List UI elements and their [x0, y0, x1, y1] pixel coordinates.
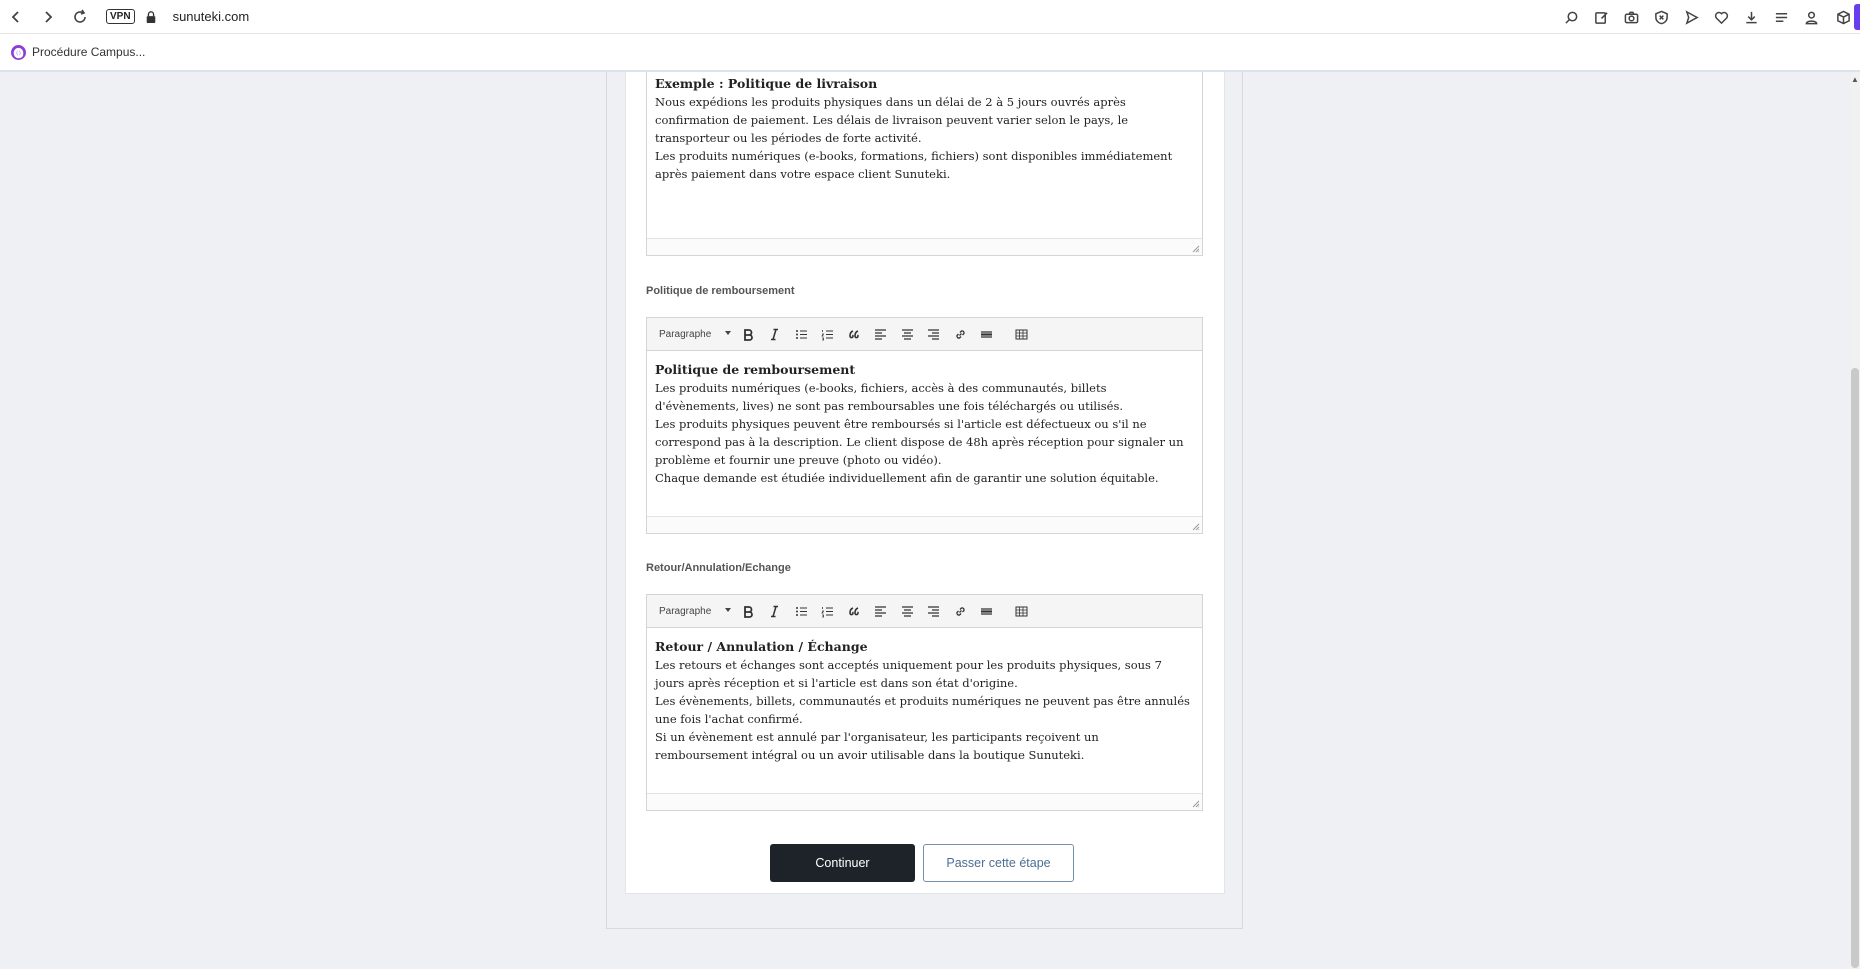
reload-button[interactable]	[64, 0, 96, 34]
page-content	[0, 72, 1860, 969]
editor-toolbar	[647, 318, 1202, 351]
link-button[interactable]	[947, 323, 974, 345]
camera-icon[interactable]	[1616, 0, 1646, 34]
bookmark-label: Procédure Campus...	[32, 45, 146, 59]
horizontal-rule-icon	[980, 328, 993, 341]
editor-heading: Retour / Annulation / Échange	[655, 639, 868, 654]
editor-paragraph: Nous expédions les produits physiques dans un délai de 2 à 5 jours ouvrés après confirmation de paiement. Les délais de livraison peuvent varier selon le pays, le transporteur ou les périodes de forte activité.	[655, 95, 1129, 145]
align-center-icon	[901, 605, 914, 618]
editor-content[interactable]	[647, 628, 1202, 764]
bullet-list-button[interactable]	[788, 600, 815, 622]
numbered-list-icon	[821, 328, 834, 341]
align-right-button[interactable]	[921, 600, 948, 622]
sidebar-accent	[1854, 4, 1860, 30]
returns-policy-label: Retour/Annulation/Echange	[646, 562, 791, 574]
align-right-button[interactable]	[921, 323, 948, 345]
bullet-list-icon	[795, 605, 808, 618]
download-icon[interactable]	[1736, 0, 1766, 34]
chevron-down-icon	[725, 331, 731, 335]
forward-button[interactable]	[32, 0, 64, 34]
link-icon	[954, 605, 967, 618]
heart-icon[interactable]	[1706, 0, 1736, 34]
align-left-icon	[874, 605, 887, 618]
editor-paragraph: Les évènements, billets, communautés et produits numériques ne peuvent pas être annulés une fois l'achat confirmé.	[655, 694, 1190, 726]
profile-icon[interactable]	[1796, 0, 1826, 34]
quote-icon	[848, 328, 861, 341]
editor-statusbar	[647, 793, 1202, 810]
table-icon	[1015, 328, 1028, 341]
align-right-icon	[927, 328, 940, 341]
editor-paragraph: Les produits numériques (e-books, fichiers, accès à des communautés, billets d'évènements, lives) ne sont pas remboursables une fois téléchargés ou utilisés.	[655, 381, 1124, 413]
bold-button[interactable]	[735, 323, 762, 345]
italic-icon	[768, 605, 781, 618]
format-select-value: Paragraphe	[659, 605, 712, 617]
format-select[interactable]	[655, 600, 735, 622]
editor-paragraph: Si un évènement est annulé par l'organisateur, les participants reçoivent un remboursement intégral ou un avoir utilisable dans la boutique Sunuteki.	[655, 730, 1099, 762]
lock-icon[interactable]	[145, 9, 159, 25]
search-page-icon[interactable]	[1556, 0, 1586, 34]
vpn-badge[interactable]: VPN	[106, 9, 135, 24]
numbered-list-icon	[821, 605, 834, 618]
numbered-list-button[interactable]	[815, 323, 842, 345]
editor-toolbar	[647, 595, 1202, 628]
bold-icon	[742, 605, 755, 618]
bookmarks-bar	[0, 34, 1860, 72]
address-bar[interactable]: sunuteki.com	[172, 9, 250, 24]
continue-button[interactable]: Continuer	[770, 844, 915, 882]
align-left-button[interactable]	[868, 323, 895, 345]
editor-paragraph: Les retours et échanges sont acceptés uniquement pour les produits physiques, sous 7 jours après réception et si l'article est dans son état d'origine.	[655, 658, 1162, 690]
quote-icon	[848, 605, 861, 618]
editor-paragraph: Les produits numériques (e-books, formations, fichiers) sont disponibles immédiatement après paiement dans votre espace client Sunuteki.	[655, 149, 1173, 181]
table-button[interactable]	[1008, 600, 1035, 622]
editor-paragraph: Les produits physiques peuvent être remboursés si l'article est défectueux ou s'il ne correspond pas à la description. Le client dispose de 48h après réception pour signaler un problème et fournir une preuve (photo ou vidéo).	[655, 417, 1184, 467]
align-right-icon	[927, 605, 940, 618]
table-icon	[1015, 605, 1028, 618]
editor-paragraph: Chaque demande est étudiée individuellement afin de garantir une solution équitable.	[655, 471, 1159, 485]
back-arrow-icon	[8, 9, 24, 25]
forward-arrow-icon	[40, 9, 56, 25]
editor-content[interactable]	[647, 351, 1202, 487]
align-left-icon	[874, 328, 887, 341]
bold-button[interactable]	[735, 600, 762, 622]
delivery-policy-editor[interactable]	[646, 72, 1203, 256]
align-center-icon	[901, 328, 914, 341]
editor-heading: Politique de remboursement	[655, 362, 856, 377]
format-select-value: Paragraphe	[659, 328, 712, 340]
resize-handle-icon[interactable]	[1192, 523, 1200, 531]
menu-list-icon[interactable]	[1766, 0, 1796, 34]
shield-icon[interactable]	[1646, 0, 1676, 34]
align-left-button[interactable]	[868, 600, 895, 622]
back-button[interactable]	[0, 0, 32, 34]
italic-icon	[768, 328, 781, 341]
skip-step-button[interactable]: Passer cette étape	[923, 844, 1074, 882]
scrollbar-thumb[interactable]	[1851, 368, 1859, 968]
numbered-list-button[interactable]	[815, 600, 842, 622]
editor-statusbar	[647, 238, 1202, 255]
align-center-button[interactable]	[894, 323, 921, 345]
extensions-icon[interactable]	[1826, 0, 1860, 34]
blockquote-button[interactable]	[841, 600, 868, 622]
link-icon	[954, 328, 967, 341]
horizontal-rule-button[interactable]	[974, 600, 1001, 622]
bold-icon	[742, 328, 755, 341]
italic-button[interactable]	[762, 600, 789, 622]
bullet-list-icon	[795, 328, 808, 341]
scroll-up-arrow-icon[interactable]: ▲	[1851, 75, 1859, 84]
bookmark-favicon-icon: ⓿	[11, 45, 26, 60]
bullet-list-button[interactable]	[788, 323, 815, 345]
refund-policy-label: Politique de remboursement	[646, 285, 795, 297]
resize-handle-icon[interactable]	[1192, 800, 1200, 808]
blockquote-button[interactable]	[841, 323, 868, 345]
editor-statusbar	[647, 516, 1202, 533]
horizontal-rule-icon	[980, 605, 993, 618]
reload-icon	[72, 9, 88, 25]
link-button[interactable]	[947, 600, 974, 622]
italic-button[interactable]	[762, 323, 789, 345]
align-center-button[interactable]	[894, 600, 921, 622]
format-select[interactable]	[655, 323, 735, 345]
refund-policy-editor[interactable]	[646, 317, 1203, 534]
resize-handle-icon[interactable]	[1192, 245, 1200, 253]
browser-toolbar	[0, 0, 1860, 34]
edit-icon[interactable]	[1586, 0, 1616, 34]
table-button[interactable]	[1008, 323, 1035, 345]
send-icon[interactable]	[1676, 0, 1706, 34]
chevron-down-icon	[725, 608, 731, 612]
page-scrollbar[interactable]	[1850, 72, 1860, 969]
editor-heading: Exemple : Politique de livraison	[655, 76, 878, 91]
bookmark-item[interactable]	[11, 45, 145, 60]
horizontal-rule-button[interactable]	[974, 323, 1001, 345]
editor-content[interactable]	[647, 72, 1202, 183]
returns-policy-editor[interactable]	[646, 594, 1203, 811]
